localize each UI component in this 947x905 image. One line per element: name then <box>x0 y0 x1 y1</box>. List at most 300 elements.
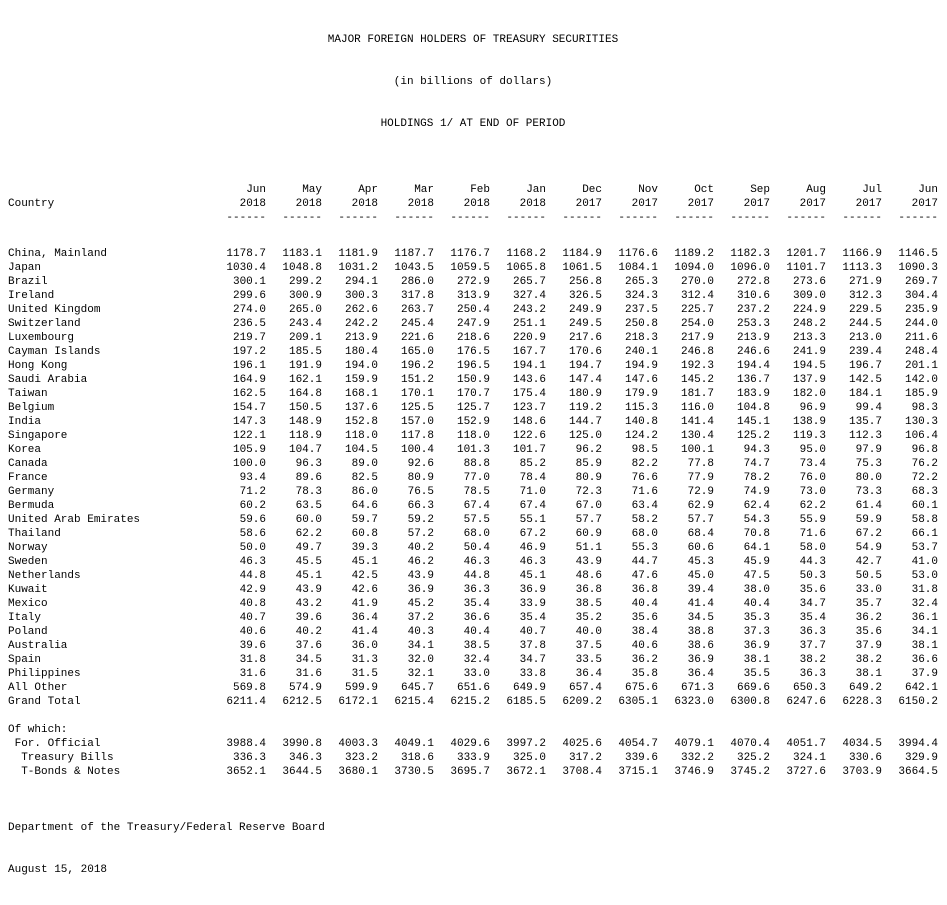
value-cell: 45.1 <box>351 556 378 568</box>
value-cell: 50.3 <box>799 570 826 582</box>
value-cell: 182.0 <box>792 388 826 400</box>
value-cell: 6300.8 <box>730 696 770 708</box>
country-cell: France <box>8 472 48 484</box>
value-cell: 36.9 <box>519 584 546 596</box>
value-cell: 33.9 <box>519 598 546 610</box>
value-cell: 40.2 <box>407 542 434 554</box>
value-cell: 1178.7 <box>226 248 266 260</box>
value-cell: 35.3 <box>743 612 770 624</box>
value-cell: 67.2 <box>519 528 546 540</box>
value-cell: 101.3 <box>456 444 490 456</box>
country-cell: Canada <box>8 458 48 470</box>
country-cell: Ireland <box>8 290 55 302</box>
value-cell: 150.9 <box>456 374 490 386</box>
value-cell: 72.9 <box>687 486 714 498</box>
value-cell: 38.6 <box>687 640 714 652</box>
value-cell: 1176.6 <box>618 248 658 260</box>
header-body-gap-row <box>8 225 938 247</box>
value-cell: 72.2 <box>911 472 938 484</box>
value-cell: 6228.3 <box>842 696 882 708</box>
value-cell: 38.8 <box>687 626 714 638</box>
value-cell: 100.4 <box>400 444 434 456</box>
value-cell: 4029.6 <box>450 738 490 750</box>
value-cell: 1184.9 <box>562 248 602 260</box>
value-cell: 324.3 <box>624 290 658 302</box>
value-cell: 262.6 <box>344 304 378 316</box>
value-cell: 645.7 <box>400 682 434 694</box>
value-cell: 332.2 <box>680 752 714 764</box>
value-cell: 3745.2 <box>730 766 770 778</box>
footer-source: Department of the Treasury/Federal Reserve Board <box>8 822 325 834</box>
table-row <box>8 737 938 751</box>
value-cell: 76.6 <box>631 472 658 484</box>
value-cell: 326.5 <box>568 290 602 302</box>
value-cell: 85.9 <box>575 458 602 470</box>
header-years-row <box>8 197 938 211</box>
value-cell: 40.4 <box>631 598 658 610</box>
value-cell: 92.6 <box>407 458 434 470</box>
value-cell: 142.0 <box>904 374 938 386</box>
value-cell: 236.5 <box>232 318 266 330</box>
table-row <box>8 275 938 289</box>
value-cell: 53.0 <box>911 570 938 582</box>
value-cell: 57.5 <box>463 514 490 526</box>
value-cell: 246.6 <box>736 346 770 358</box>
country-cell: Cayman Islands <box>8 346 101 358</box>
country-cell: Netherlands <box>8 570 81 582</box>
table-row <box>8 541 938 555</box>
value-cell: 218.3 <box>624 332 658 344</box>
value-cell: 66.3 <box>407 500 434 512</box>
value-cell: 42.5 <box>351 570 378 582</box>
country-cell: Thailand <box>8 528 61 540</box>
value-cell: 40.6 <box>631 640 658 652</box>
value-cell: 100.1 <box>680 444 714 456</box>
value-cell: 122.6 <box>512 430 546 442</box>
value-cell: 209.1 <box>288 332 322 344</box>
table-row <box>8 429 938 443</box>
value-cell: 336.3 <box>232 752 266 764</box>
value-cell: 38.5 <box>575 598 602 610</box>
value-cell: 53.7 <box>911 542 938 554</box>
value-cell: 124.2 <box>624 430 658 442</box>
value-cell: 43.9 <box>575 556 602 568</box>
table-row <box>8 653 938 667</box>
column-month-label: Jan <box>526 184 546 196</box>
value-cell: 217.6 <box>568 332 602 344</box>
value-cell: 35.6 <box>799 584 826 596</box>
table-row <box>8 387 938 401</box>
value-cell: 151.2 <box>400 374 434 386</box>
country-cell: Hong Kong <box>8 360 68 372</box>
value-cell: 64.1 <box>743 542 770 554</box>
column-month-label: Oct <box>694 184 714 196</box>
country-cell: Philippines <box>8 668 81 680</box>
value-cell: 333.9 <box>456 752 490 764</box>
value-cell: 164.8 <box>288 388 322 400</box>
value-cell: 36.8 <box>631 584 658 596</box>
table-row <box>8 415 938 429</box>
value-cell: 327.4 <box>512 290 546 302</box>
value-cell: 60.8 <box>351 528 378 540</box>
value-cell: 59.9 <box>855 514 882 526</box>
value-cell: 36.8 <box>575 584 602 596</box>
grand-total-gap-row <box>8 709 938 723</box>
value-cell: 6323.0 <box>674 696 714 708</box>
column-year-label: 2017 <box>911 198 938 210</box>
value-cell: 140.8 <box>624 416 658 428</box>
value-cell: 1166.9 <box>842 248 882 260</box>
value-cell: 35.4 <box>463 598 490 610</box>
value-cell: 82.5 <box>351 472 378 484</box>
country-cell: India <box>8 416 42 428</box>
value-cell: 6209.2 <box>562 696 602 708</box>
value-cell: 1048.8 <box>282 262 322 274</box>
table-row <box>8 457 938 471</box>
value-cell: 36.4 <box>575 668 602 680</box>
value-cell: 136.7 <box>736 374 770 386</box>
value-cell: 249.9 <box>568 304 602 316</box>
value-cell: 62.4 <box>743 500 770 512</box>
column-month-label: Dec <box>582 184 602 196</box>
value-cell: 55.1 <box>519 514 546 526</box>
country-cell: Italy <box>8 612 42 624</box>
table-row <box>8 247 938 261</box>
value-cell: 249.5 <box>568 318 602 330</box>
value-cell: 162.1 <box>288 374 322 386</box>
value-cell: 33.0 <box>855 584 882 596</box>
value-cell: 339.6 <box>624 752 658 764</box>
value-cell: 51.1 <box>575 542 602 554</box>
table-row <box>8 681 938 695</box>
value-cell: 269.7 <box>904 276 938 288</box>
value-cell: 3994.4 <box>898 738 938 750</box>
footer-date: August 15, 2018 <box>8 864 108 876</box>
value-cell: 45.0 <box>687 570 714 582</box>
value-cell: 44.3 <box>799 556 826 568</box>
value-cell: 213.3 <box>792 332 826 344</box>
value-cell: 38.1 <box>911 640 938 652</box>
table-row <box>8 471 938 485</box>
value-cell: 243.2 <box>512 304 546 316</box>
table-row <box>8 499 938 513</box>
value-cell: 164.9 <box>232 374 266 386</box>
value-cell: 85.2 <box>519 458 546 470</box>
value-cell: 63.5 <box>295 500 322 512</box>
column-year-label: 2018 <box>351 198 378 210</box>
column-month-label: Sep <box>750 184 770 196</box>
value-cell: 3997.2 <box>506 738 546 750</box>
column-year-label: 2017 <box>687 198 714 210</box>
value-cell: 62.2 <box>295 528 322 540</box>
value-cell: 64.6 <box>351 500 378 512</box>
value-cell: 78.5 <box>463 486 490 498</box>
value-cell: 194.1 <box>512 360 546 372</box>
value-cell: 35.4 <box>799 612 826 624</box>
table-row <box>8 667 938 681</box>
value-cell: 152.8 <box>344 416 378 428</box>
value-cell: 1096.0 <box>730 262 770 274</box>
value-cell: 248.2 <box>792 318 826 330</box>
value-cell: 196.1 <box>232 360 266 372</box>
value-cell: 41.9 <box>351 598 378 610</box>
value-cell: 213.9 <box>736 332 770 344</box>
table-row <box>8 261 938 275</box>
spacer-cell <box>8 709 938 723</box>
value-cell: 35.8 <box>631 668 658 680</box>
value-cell: 3672.1 <box>506 766 546 778</box>
country-cell: Brazil <box>8 276 48 288</box>
value-cell: 41.4 <box>351 626 378 638</box>
table-body <box>8 225 938 779</box>
value-cell: 1187.7 <box>394 248 434 260</box>
value-cell: 42.9 <box>239 584 266 596</box>
value-cell: 1201.7 <box>786 248 826 260</box>
value-cell: 62.9 <box>687 500 714 512</box>
value-cell: 60.1 <box>911 500 938 512</box>
value-cell: 38.0 <box>743 584 770 596</box>
value-cell: 93.4 <box>239 472 266 484</box>
column-underline: ------ <box>730 212 770 224</box>
column-year-label: 2018 <box>519 198 546 210</box>
value-cell: 237.5 <box>624 304 658 316</box>
value-cell: 34.1 <box>911 626 938 638</box>
value-cell: 1031.2 <box>338 262 378 274</box>
table-row <box>8 527 938 541</box>
value-cell: 237.2 <box>736 304 770 316</box>
value-cell: 330.6 <box>848 752 882 764</box>
value-cell: 34.5 <box>687 612 714 624</box>
value-cell: 38.1 <box>855 668 882 680</box>
document-title: MAJOR FOREIGN HOLDERS OF TREASURY SECURITIES <box>327 34 619 46</box>
value-cell: 159.9 <box>344 374 378 386</box>
column-month-label: Nov <box>638 184 658 196</box>
value-cell: 105.9 <box>232 444 266 456</box>
country-cell: Australia <box>8 640 68 652</box>
value-cell: 265.0 <box>288 304 322 316</box>
country-cell: Belgium <box>8 402 55 414</box>
value-cell: 57.2 <box>407 528 434 540</box>
value-cell: 6215.2 <box>450 696 490 708</box>
value-cell: 318.6 <box>400 752 434 764</box>
value-cell: 34.7 <box>519 654 546 666</box>
value-cell: 48.6 <box>575 570 602 582</box>
value-cell: 57.7 <box>687 514 714 526</box>
value-cell: 6185.5 <box>506 696 546 708</box>
value-cell: 175.4 <box>512 388 546 400</box>
column-month-label: Apr <box>358 184 378 196</box>
value-cell: 98.3 <box>911 402 938 414</box>
value-cell: 47.6 <box>631 570 658 582</box>
value-cell: 240.1 <box>624 346 658 358</box>
value-cell: 300.3 <box>344 290 378 302</box>
value-cell: 3988.4 <box>226 738 266 750</box>
value-cell: 165.0 <box>400 346 434 358</box>
value-cell: 162.5 <box>232 388 266 400</box>
value-cell: 250.8 <box>624 318 658 330</box>
value-cell: 118.0 <box>344 430 378 442</box>
value-cell: 179.9 <box>624 388 658 400</box>
value-cell: 1065.8 <box>506 262 546 274</box>
value-cell: 271.9 <box>848 276 882 288</box>
column-underline: ------ <box>618 212 658 224</box>
value-cell: 6172.1 <box>338 696 378 708</box>
value-cell: 71.0 <box>519 486 546 498</box>
value-cell: 78.4 <box>519 472 546 484</box>
table-row <box>8 513 938 527</box>
value-cell: 80.9 <box>407 472 434 484</box>
value-cell: 6215.4 <box>394 696 434 708</box>
value-cell: 36.6 <box>463 612 490 624</box>
value-cell: 6212.5 <box>282 696 322 708</box>
value-cell: 1189.2 <box>674 248 714 260</box>
value-cell: 40.8 <box>239 598 266 610</box>
value-cell: 96.3 <box>295 458 322 470</box>
value-cell: 6211.4 <box>226 696 266 708</box>
value-cell: 36.3 <box>799 668 826 680</box>
value-cell: 59.7 <box>351 514 378 526</box>
value-cell: 323.2 <box>344 752 378 764</box>
value-cell: 35.7 <box>855 598 882 610</box>
value-cell: 94.3 <box>743 444 770 456</box>
value-cell: 50.4 <box>463 542 490 554</box>
value-cell: 1146.5 <box>898 248 938 260</box>
value-cell: 36.9 <box>407 584 434 596</box>
value-cell: 194.0 <box>344 360 378 372</box>
value-cell: 78.2 <box>743 472 770 484</box>
table-row <box>8 317 938 331</box>
value-cell: 1182.3 <box>730 248 770 260</box>
column-month-label: May <box>302 184 322 196</box>
value-cell: 36.6 <box>911 654 938 666</box>
value-cell: 3695.7 <box>450 766 490 778</box>
value-cell: 4051.7 <box>786 738 826 750</box>
value-cell: 95.0 <box>799 444 826 456</box>
value-cell: 170.1 <box>400 388 434 400</box>
value-cell: 40.0 <box>575 626 602 638</box>
value-cell: 36.3 <box>463 584 490 596</box>
value-cell: 143.6 <box>512 374 546 386</box>
value-cell: 35.6 <box>631 612 658 624</box>
value-cell: 35.4 <box>519 612 546 624</box>
value-cell: 61.4 <box>855 500 882 512</box>
value-cell: 45.1 <box>519 570 546 582</box>
value-cell: 219.7 <box>232 332 266 344</box>
value-cell: 58.6 <box>239 528 266 540</box>
value-cell: 141.4 <box>680 416 714 428</box>
value-cell: 286.0 <box>400 276 434 288</box>
value-cell: 312.3 <box>848 290 882 302</box>
value-cell: 101.7 <box>512 444 546 456</box>
value-cell: 185.9 <box>904 388 938 400</box>
value-cell: 45.9 <box>743 556 770 568</box>
country-cell: Mexico <box>8 598 48 610</box>
value-cell: 116.0 <box>680 402 714 414</box>
value-cell: 76.5 <box>407 486 434 498</box>
table-row <box>8 751 938 765</box>
value-cell: 135.7 <box>848 416 882 428</box>
value-cell: 33.8 <box>519 668 546 680</box>
value-cell: 221.6 <box>400 332 434 344</box>
value-cell: 33.5 <box>575 654 602 666</box>
value-cell: 37.7 <box>799 640 826 652</box>
document-holdings-note: HOLDINGS 1/ AT END OF PERIOD <box>380 118 566 130</box>
value-cell: 272.9 <box>456 276 490 288</box>
value-cell: 147.4 <box>568 374 602 386</box>
value-cell: 76.2 <box>911 458 938 470</box>
value-cell: 33.0 <box>463 668 490 680</box>
country-cell: United Kingdom <box>8 304 101 316</box>
value-cell: 147.6 <box>624 374 658 386</box>
value-cell: 299.6 <box>232 290 266 302</box>
value-cell: 80.9 <box>575 472 602 484</box>
value-cell: 170.6 <box>568 346 602 358</box>
table-row <box>8 625 938 639</box>
value-cell: 274.0 <box>232 304 266 316</box>
value-cell: 67.0 <box>575 500 602 512</box>
column-year-label: 2018 <box>239 198 266 210</box>
column-underline: ------ <box>450 212 490 224</box>
table-row <box>8 611 938 625</box>
value-cell: 46.3 <box>239 556 266 568</box>
value-cell: 41.4 <box>687 598 714 610</box>
value-cell: 104.8 <box>736 402 770 414</box>
value-cell: 213.0 <box>848 332 882 344</box>
table-row <box>8 583 938 597</box>
value-cell: 37.2 <box>407 612 434 624</box>
value-cell: 649.2 <box>848 682 882 694</box>
value-cell: 39.6 <box>295 612 322 624</box>
value-cell: 96.9 <box>799 402 826 414</box>
table-row <box>8 345 938 359</box>
value-cell: 246.8 <box>680 346 714 358</box>
column-month-label: Aug <box>806 184 826 196</box>
value-cell: 40.4 <box>463 626 490 638</box>
value-cell: 36.2 <box>855 612 882 624</box>
column-year-label: 2017 <box>575 198 602 210</box>
value-cell: 37.6 <box>295 640 322 652</box>
value-cell: 137.6 <box>344 402 378 414</box>
value-cell: 317.2 <box>568 752 602 764</box>
value-cell: 317.8 <box>400 290 434 302</box>
value-cell: 125.7 <box>456 402 490 414</box>
value-cell: 180.9 <box>568 388 602 400</box>
value-cell: 3708.4 <box>562 766 602 778</box>
of-which-label: Of which: <box>8 724 68 736</box>
country-cell: Luxembourg <box>8 332 75 344</box>
value-cell: 650.3 <box>792 682 826 694</box>
value-cell: 63.4 <box>631 500 658 512</box>
spacer-cell <box>8 225 938 247</box>
value-cell: 36.9 <box>743 640 770 652</box>
value-cell: 37.9 <box>855 640 882 652</box>
value-cell: 58.0 <box>799 542 826 554</box>
value-cell: 4034.5 <box>842 738 882 750</box>
table-row <box>8 359 938 373</box>
column-year-label: 2017 <box>631 198 658 210</box>
column-year-label: 2017 <box>799 198 826 210</box>
value-cell: 68.4 <box>687 528 714 540</box>
value-cell: 181.7 <box>680 388 714 400</box>
value-cell: 99.4 <box>855 402 882 414</box>
country-cell: Saudi Arabia <box>8 374 88 386</box>
column-underline: ------ <box>338 212 378 224</box>
value-cell: 242.2 <box>344 318 378 330</box>
value-cell: 245.4 <box>400 318 434 330</box>
country-cell: Germany <box>8 486 55 498</box>
country-cell: All Other <box>8 682 68 694</box>
value-cell: 67.4 <box>519 500 546 512</box>
